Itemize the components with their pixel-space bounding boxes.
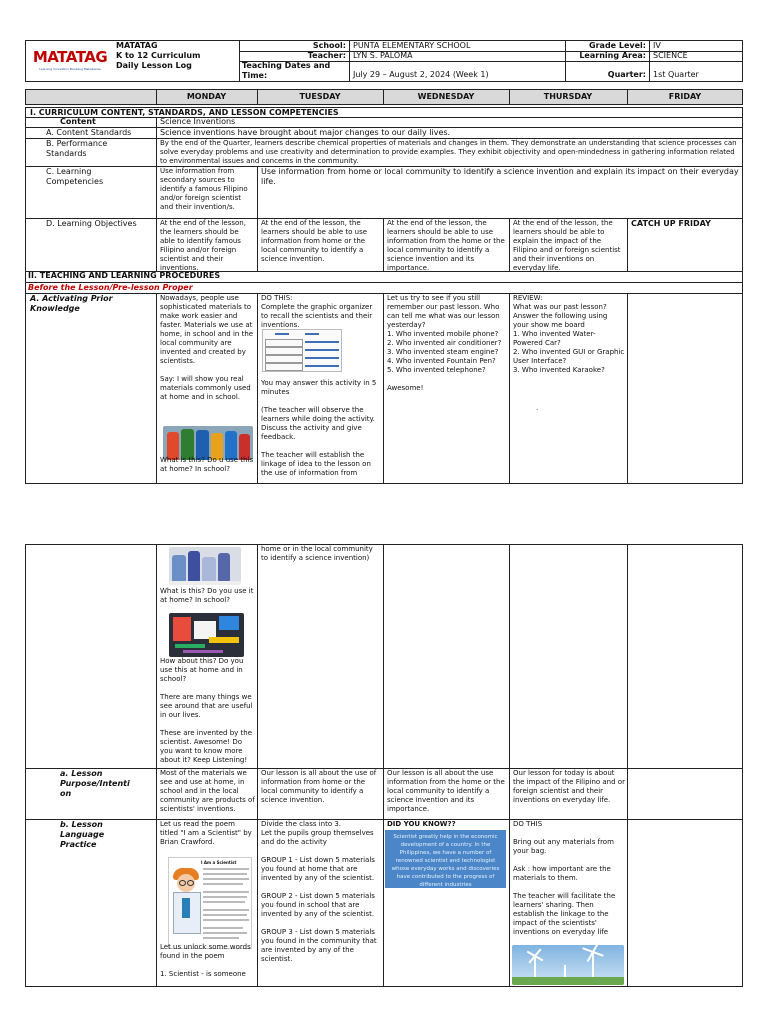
header-values-right: [649, 41, 742, 81]
lo-tuesday: At the end of the lesson, the learners should be able to use information from home or the local community to identify a science invention.: [261, 219, 368, 263]
content-value: Science Inventions: [160, 117, 236, 126]
section1-title: I. CURRICULUM CONTENT, STANDARDS, AND LESSON COMPETENCIES: [30, 108, 339, 117]
content-label: Content: [60, 117, 96, 126]
graphic-organizer: [262, 329, 342, 372]
lo-label: D. Learning Objectives: [46, 219, 137, 228]
purpose-thursday: Our lesson for today is about the impact of the Filipino and or foreign scientist and their inventions on everyday life.: [513, 769, 625, 804]
dates-label: Teaching Dates and Time:: [242, 61, 331, 80]
cs-value: Science inventions have brought about major changes to our daily lives.: [160, 128, 451, 137]
grade-value: IV: [653, 41, 661, 50]
activating-thursday-dot: .: [536, 404, 539, 412]
day-thursday: THURSDAY: [543, 92, 593, 101]
lc-monday: Use information from secondary sources to identify a famous Filipino and/or foreign scientist and their invention/s.: [160, 167, 248, 211]
cs-label: A. Content Standards: [46, 128, 132, 137]
day-monday: MONDAY: [186, 92, 227, 101]
lo-monday: At the end of the lesson, the learners should be able to identify famous Filipino and/or foreign scientist and their inventions.: [160, 219, 246, 272]
activating-label: A. Activating Prior Knowledge: [30, 294, 113, 313]
cont-monday-question1: What is this? Do you use it at home? In school?: [160, 587, 254, 604]
ps-label: B. Performance Standards: [46, 139, 108, 158]
language-wednesday-title: DID YOU KNOW??: [387, 820, 456, 828]
lo-thursday: At the end of the lesson, the learners should be able to explain the impact of the Filipino and or foreign scientist and their inventions on everyday life.: [513, 219, 621, 272]
area-label: Learning Area:: [579, 51, 646, 60]
logo-text: MATATAG: [32, 48, 108, 66]
activating-tuesday-text1: DO THIS: Complete the graphic organizer to recall the scientists and their inventions.: [261, 294, 373, 329]
cont-monday-text: How about this? Do you use this at home and in school? There are many things we see around that are useful in our lives. These are invented by the scientist. Awesome! Do you want to know more about it? Keep Listening!: [160, 657, 253, 764]
language-monday-unlock: Let us unlock some words found in the poem 1. Scientist - is someone: [160, 943, 251, 978]
windmill-photo: [512, 945, 624, 985]
poem-title: I Am a Scientist: [201, 860, 237, 865]
purpose-label: a. Lesson Purpose/Intenti on: [60, 769, 130, 798]
cont-tuesday-text: home or in the local community to identify a science invention): [261, 545, 373, 562]
purpose-monday: Most of the materials we see and use at home, in school and in the local community are products of scientists' inventions.: [160, 769, 255, 813]
lc-tue-thu: Use information from home or local community to identify a science invention and explain its impact on their everyday life.: [261, 167, 739, 186]
chemical-bottles-photo: [169, 547, 241, 585]
day-wednesday: WEDNESDAY: [417, 92, 475, 101]
quarter-value: 1st Quarter: [653, 70, 699, 79]
day-tuesday: TUESDAY: [299, 92, 341, 101]
activating-tuesday-text2: You may answer this activity in 5 minutes (The teacher will observe the learners while doing the activity. Discuss the activity and give feedback. The teacher will establish the linkage of idea to the lesson on the use of information from: [261, 379, 377, 477]
teacher-value: LYN S. PALOMA: [353, 51, 413, 60]
header-values: [349, 41, 565, 81]
school-label: School:: [312, 41, 346, 50]
lc-label: C. Learning Competencies: [46, 167, 104, 186]
quarter-label: Quarter:: [607, 70, 646, 79]
activating-monday-text: Nowadays, people use sophisticated materials to make work easier and faster. Materials we use at home, in school and in the local community are invented and created by scientists. Say: I will show you real materials commonly used at home and in school.: [160, 294, 254, 401]
activating-thursday: REVIEW: What was our past lesson? Answer the following using your show me board 1. Who invented Water-Powered Car? 2. Who invented GUI or Graphic User Interface? 3. Who invented Karaoke?: [513, 294, 625, 374]
main-table-page2: [25, 544, 743, 987]
activating-wednesday: Let us try to see if you still remember our past lesson. Who can tell me what was our lesson yesterday? 1. Who invented mobile phone? 2. Who invented air conditioner? 3. Who invented steam engine? 4. Who invented Fountain Pen? 5. Who invented telephone? Awesome!: [387, 294, 502, 392]
ps-value: By the end of the Quarter, learners describe chemical properties of materials and changes in them. They demonstrate an understanding that science processes can solve everyday problems and use creativity and determination to provide examples. They exhibit objectivity and open-mindedness in gathering information related to environmental issues and concerns in the community.: [160, 139, 737, 165]
school-supplies-photo: [169, 613, 244, 657]
language-monday-intro: Let us read the poem titled "I am a Scientist" by Brian Crawford.: [160, 820, 252, 846]
section2-title: II. TEACHING AND LEARNING PROCEDURES: [28, 271, 221, 280]
activating-monday-question: What is this? Do u use this at home? In school?: [160, 456, 254, 473]
before-lesson-label: Before the Lesson/Pre-lesson Proper: [28, 283, 193, 292]
teacher-label: Teacher:: [307, 51, 346, 60]
grade-label: Grade Level:: [589, 41, 646, 50]
language-tuesday: Divide the class into 3. Let the pupils group themselves and do the activity GROUP 1 - List down 5 materials you found at home that are invented by any of the scientist. GROUP 2 - List down 5 materials you found in school that are invented by any of the scientist. GROUP 3 - List down 5 materials you found in the community that are invented by any of the scientist.: [261, 820, 377, 963]
matatag-logo: [30, 44, 110, 78]
scientist-cartoon: [168, 857, 252, 949]
dates-value: July 29 – August 2, 2024 (Week 1): [353, 70, 489, 79]
doc-title: MATATAG K to 12 Curriculum Daily Lesson Log: [116, 41, 201, 70]
day-friday: FRIDAY: [668, 92, 702, 101]
lo-wednesday: At the end of the lesson, the learners should be able to use information from the home or the local community to identify a science invention and its importance.: [387, 219, 505, 272]
lo-friday: CATCH UP FRIDAY: [631, 219, 711, 228]
logo-tagline: Learning Innovation Bansang Makabansa: [39, 67, 101, 71]
main-table-page1: [25, 107, 743, 484]
header-block: [25, 40, 743, 82]
did-you-know-text: Scientist greatly help in the economic development of a country. In the Philippines, we have a number of renowned scientist and technologist whose everyday works and discoveries have contributed to the progress of different industries: [391, 834, 500, 888]
day-header-row: [25, 89, 743, 105]
gas-tanks-photo: [163, 426, 253, 460]
language-thursday: DO THIS Bring out any materials from your bag. Ask : how important are the materials to them. The teacher will facilitate the learners' sharing. Then establish the linkage to the impact of the scientists' inventions on everyday life: [513, 820, 616, 936]
purpose-tuesday: Our lesson is all about the use of information from home or the local community to identify a science invention.: [261, 769, 377, 804]
language-label: b. Lesson Language Practice: [60, 820, 105, 849]
purpose-wednesday: Our lesson is all about the use information from the home or the local community to identify a science invention and its importance.: [387, 769, 505, 813]
did-you-know-box: [385, 830, 506, 888]
school-value: PUNTA ELEMENTARY SCHOOL: [353, 41, 471, 50]
area-value: SCIENCE: [653, 51, 688, 60]
